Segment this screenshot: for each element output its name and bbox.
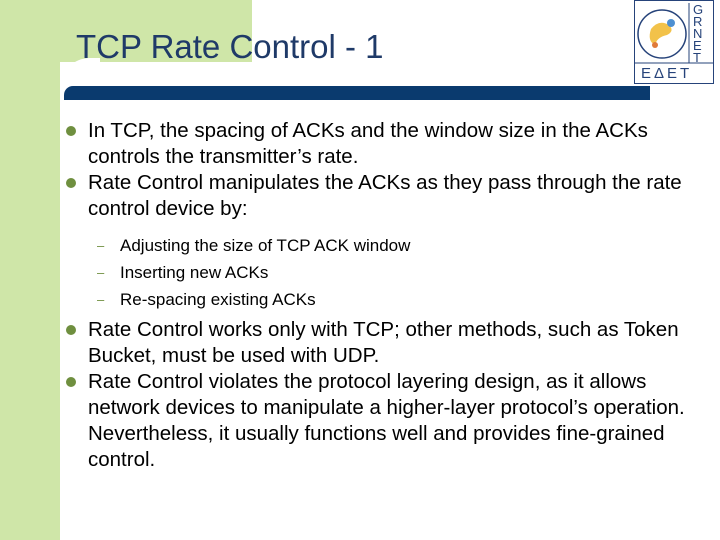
logo-bottom-text: ΕΔΕΤ: [641, 65, 693, 82]
bullet-dot-icon: [66, 325, 76, 335]
sub-bullet-text: Adjusting the size of TCP ACK window: [120, 236, 411, 255]
logo-letter-r: R: [693, 14, 703, 29]
logo-letter-g: G: [693, 2, 704, 17]
sub-bullet-text: Inserting new ACKs: [120, 263, 269, 282]
bullet-item: [66, 317, 706, 369]
logo-letter-n: N: [693, 26, 703, 41]
title-rule: [64, 86, 650, 100]
slide-body: [66, 118, 706, 473]
bullet-dot-icon: [66, 377, 76, 387]
bullet-text: Rate Control works only with TCP; other methods, such as Token Bucket, must be used with UDP.: [88, 318, 679, 367]
bullet-dot-icon: [66, 178, 76, 188]
bullet-dot-icon: [66, 126, 76, 136]
logo-letter-e: E: [693, 38, 702, 53]
sub-bullet-item: [66, 286, 706, 313]
dash-icon: –: [97, 238, 105, 253]
grnet-logo: [634, 0, 714, 84]
sub-bullet-item: [66, 232, 706, 259]
bullet-text: Rate Control manipulates the ACKs as they pass through the rate control device by:: [88, 171, 682, 220]
dash-icon: –: [97, 292, 105, 307]
sub-bullet-item: [66, 259, 706, 286]
left-accent-bar: [0, 0, 60, 540]
bullet-item: [66, 369, 706, 473]
logo-letter-t: T: [693, 50, 701, 65]
bullet-text: Rate Control violates the protocol layering design, as it allows network devices to manipulate a higher-layer protocol’s operation. Nevertheless, it usually functions well and provides fine-grained control.: [88, 370, 685, 471]
bullet-item: [66, 118, 706, 170]
bullet-text: In TCP, the spacing of ACKs and the window size in the ACKs controls the transmitter’s rate.: [88, 119, 648, 168]
dash-icon: –: [97, 265, 105, 280]
slide-title: TCP Rate Control - 1: [76, 28, 384, 65]
bullet-item: [66, 170, 706, 222]
sub-bullet-text: Re-spacing existing ACKs: [120, 290, 316, 309]
